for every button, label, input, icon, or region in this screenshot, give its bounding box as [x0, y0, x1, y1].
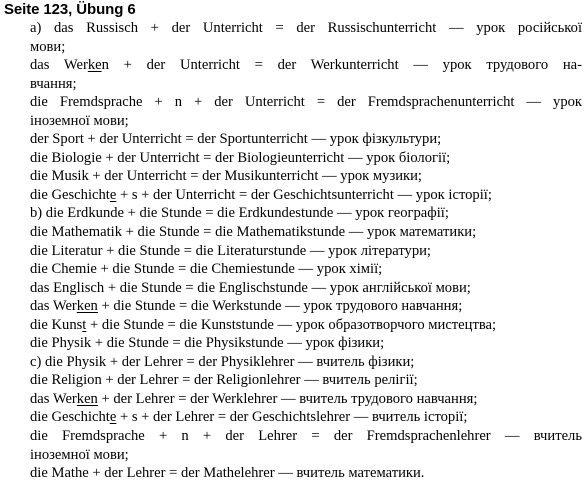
underlined-fragment: t: [82, 316, 87, 333]
text-fragment: die Chemie + die Stunde = die Chemiestunde — урок хімії;: [30, 261, 383, 278]
exercise-heading: Seite 123, Übung 6: [4, 1, 136, 18]
answer-line: [30, 408, 582, 427]
text-fragment: іноземної мови;: [30, 446, 129, 463]
text-fragment: мови;: [30, 38, 66, 55]
answer-line: [30, 186, 582, 205]
answer-line: [30, 464, 582, 483]
exercise-answer-text: [30, 19, 582, 483]
text-fragment: das Wer: [30, 57, 88, 74]
underlined-fragment: e: [109, 409, 117, 426]
answer-line: [30, 427, 582, 446]
text-fragment: die Physik + die Stunde = die Physikstunde — урок фізики;: [30, 335, 385, 352]
text-fragment: das Wer: [30, 298, 77, 315]
text-fragment: die Mathematik + die Stunde = die Mathematikstunde — урок математики;: [30, 224, 477, 241]
answer-line: [30, 149, 582, 168]
answer-line: [30, 223, 582, 242]
answer-line: [30, 112, 582, 131]
answer-line: [30, 371, 582, 390]
text-fragment: die Literatur + die Stunde = die Literaturstunde — урок літератури;: [30, 242, 431, 259]
text-fragment: a) das Russisch + der Unterricht = der Russischunterricht — урок російської: [30, 20, 582, 36]
text-fragment: + s + der Unterricht = der Geschichtsunterricht — урок історії;: [116, 186, 492, 203]
text-fragment: die Fremdsprache + n + der Lehrer = der Fremdsprachenlehrer — вчитель: [30, 428, 582, 445]
answer-line: [30, 334, 582, 353]
answer-line: [30, 353, 582, 372]
text-fragment: c) die Physik + der Lehrer = der Physiklehrer — вчитель фізики;: [30, 353, 415, 370]
answer-line: [30, 130, 582, 149]
text-fragment: die Mathe + der Lehrer = der Mathelehrer — вчитель математики.: [30, 465, 425, 482]
underlined-fragment: e: [109, 186, 117, 203]
answer-line: [30, 260, 582, 279]
underlined-fragment: ke: [87, 57, 102, 74]
text-fragment: вчання;: [30, 75, 77, 92]
answer-line: [30, 446, 582, 465]
text-fragment: + s + der Lehrer = der Geschichtslehrer — вчитель історії;: [116, 409, 468, 426]
text-fragment: n + der Unterricht = der Werkunterricht — урок трудового на-: [101, 57, 582, 74]
answer-line: [30, 279, 582, 298]
answer-line: [30, 75, 582, 94]
answer-line: [30, 56, 582, 75]
text-fragment: die Biologie + der Unterricht = der Biologieunterricht — урок біології;: [30, 149, 451, 166]
underlined-fragment: ken: [76, 390, 98, 407]
answer-line: [30, 204, 582, 223]
text-fragment: das Englisch + die Stunde = die Englischstunde — урок англійської мови;: [30, 279, 471, 296]
answer-line: [30, 167, 582, 186]
text-fragment: b) die Erdkunde + die Stunde = die Erdkundestunde — урок географії;: [30, 205, 449, 222]
answer-line: [30, 93, 582, 112]
text-fragment: die Musik + der Unterricht = der Musikunterricht — урок музики;: [30, 168, 422, 185]
text-fragment: das Wer: [30, 390, 77, 407]
text-fragment: + der Lehrer = der Werklehrer — вчитель трудового навчання;: [97, 390, 478, 407]
answer-line: [30, 38, 582, 57]
answer-line: [30, 316, 582, 335]
text-fragment: die Geschicht: [30, 186, 110, 203]
text-fragment: die Fremdsprache + n + der Unterricht = der Fremdsprachenunterricht — урок: [30, 94, 582, 111]
answer-line: [30, 297, 582, 316]
answer-line: [30, 242, 582, 261]
answer-line: [30, 19, 582, 38]
text-fragment: + die Stunde = die Kunststunde — урок образотворчого мистецтва;: [86, 316, 497, 333]
text-fragment: + die Stunde = die Werkstunde — урок трудового навчання;: [97, 298, 463, 315]
underlined-fragment: ken: [76, 298, 98, 315]
answer-line: [30, 390, 582, 409]
text-fragment: die Religion + der Lehrer = der Religionlehrer — вчитель релігії;: [30, 372, 418, 389]
text-fragment: die Geschicht: [30, 409, 110, 426]
text-fragment: der Sport + der Unterricht = der Sportunterricht — урок фізкультури;: [30, 131, 442, 148]
text-fragment: іноземної мови;: [30, 112, 129, 129]
text-fragment: die Kuns: [30, 316, 83, 333]
